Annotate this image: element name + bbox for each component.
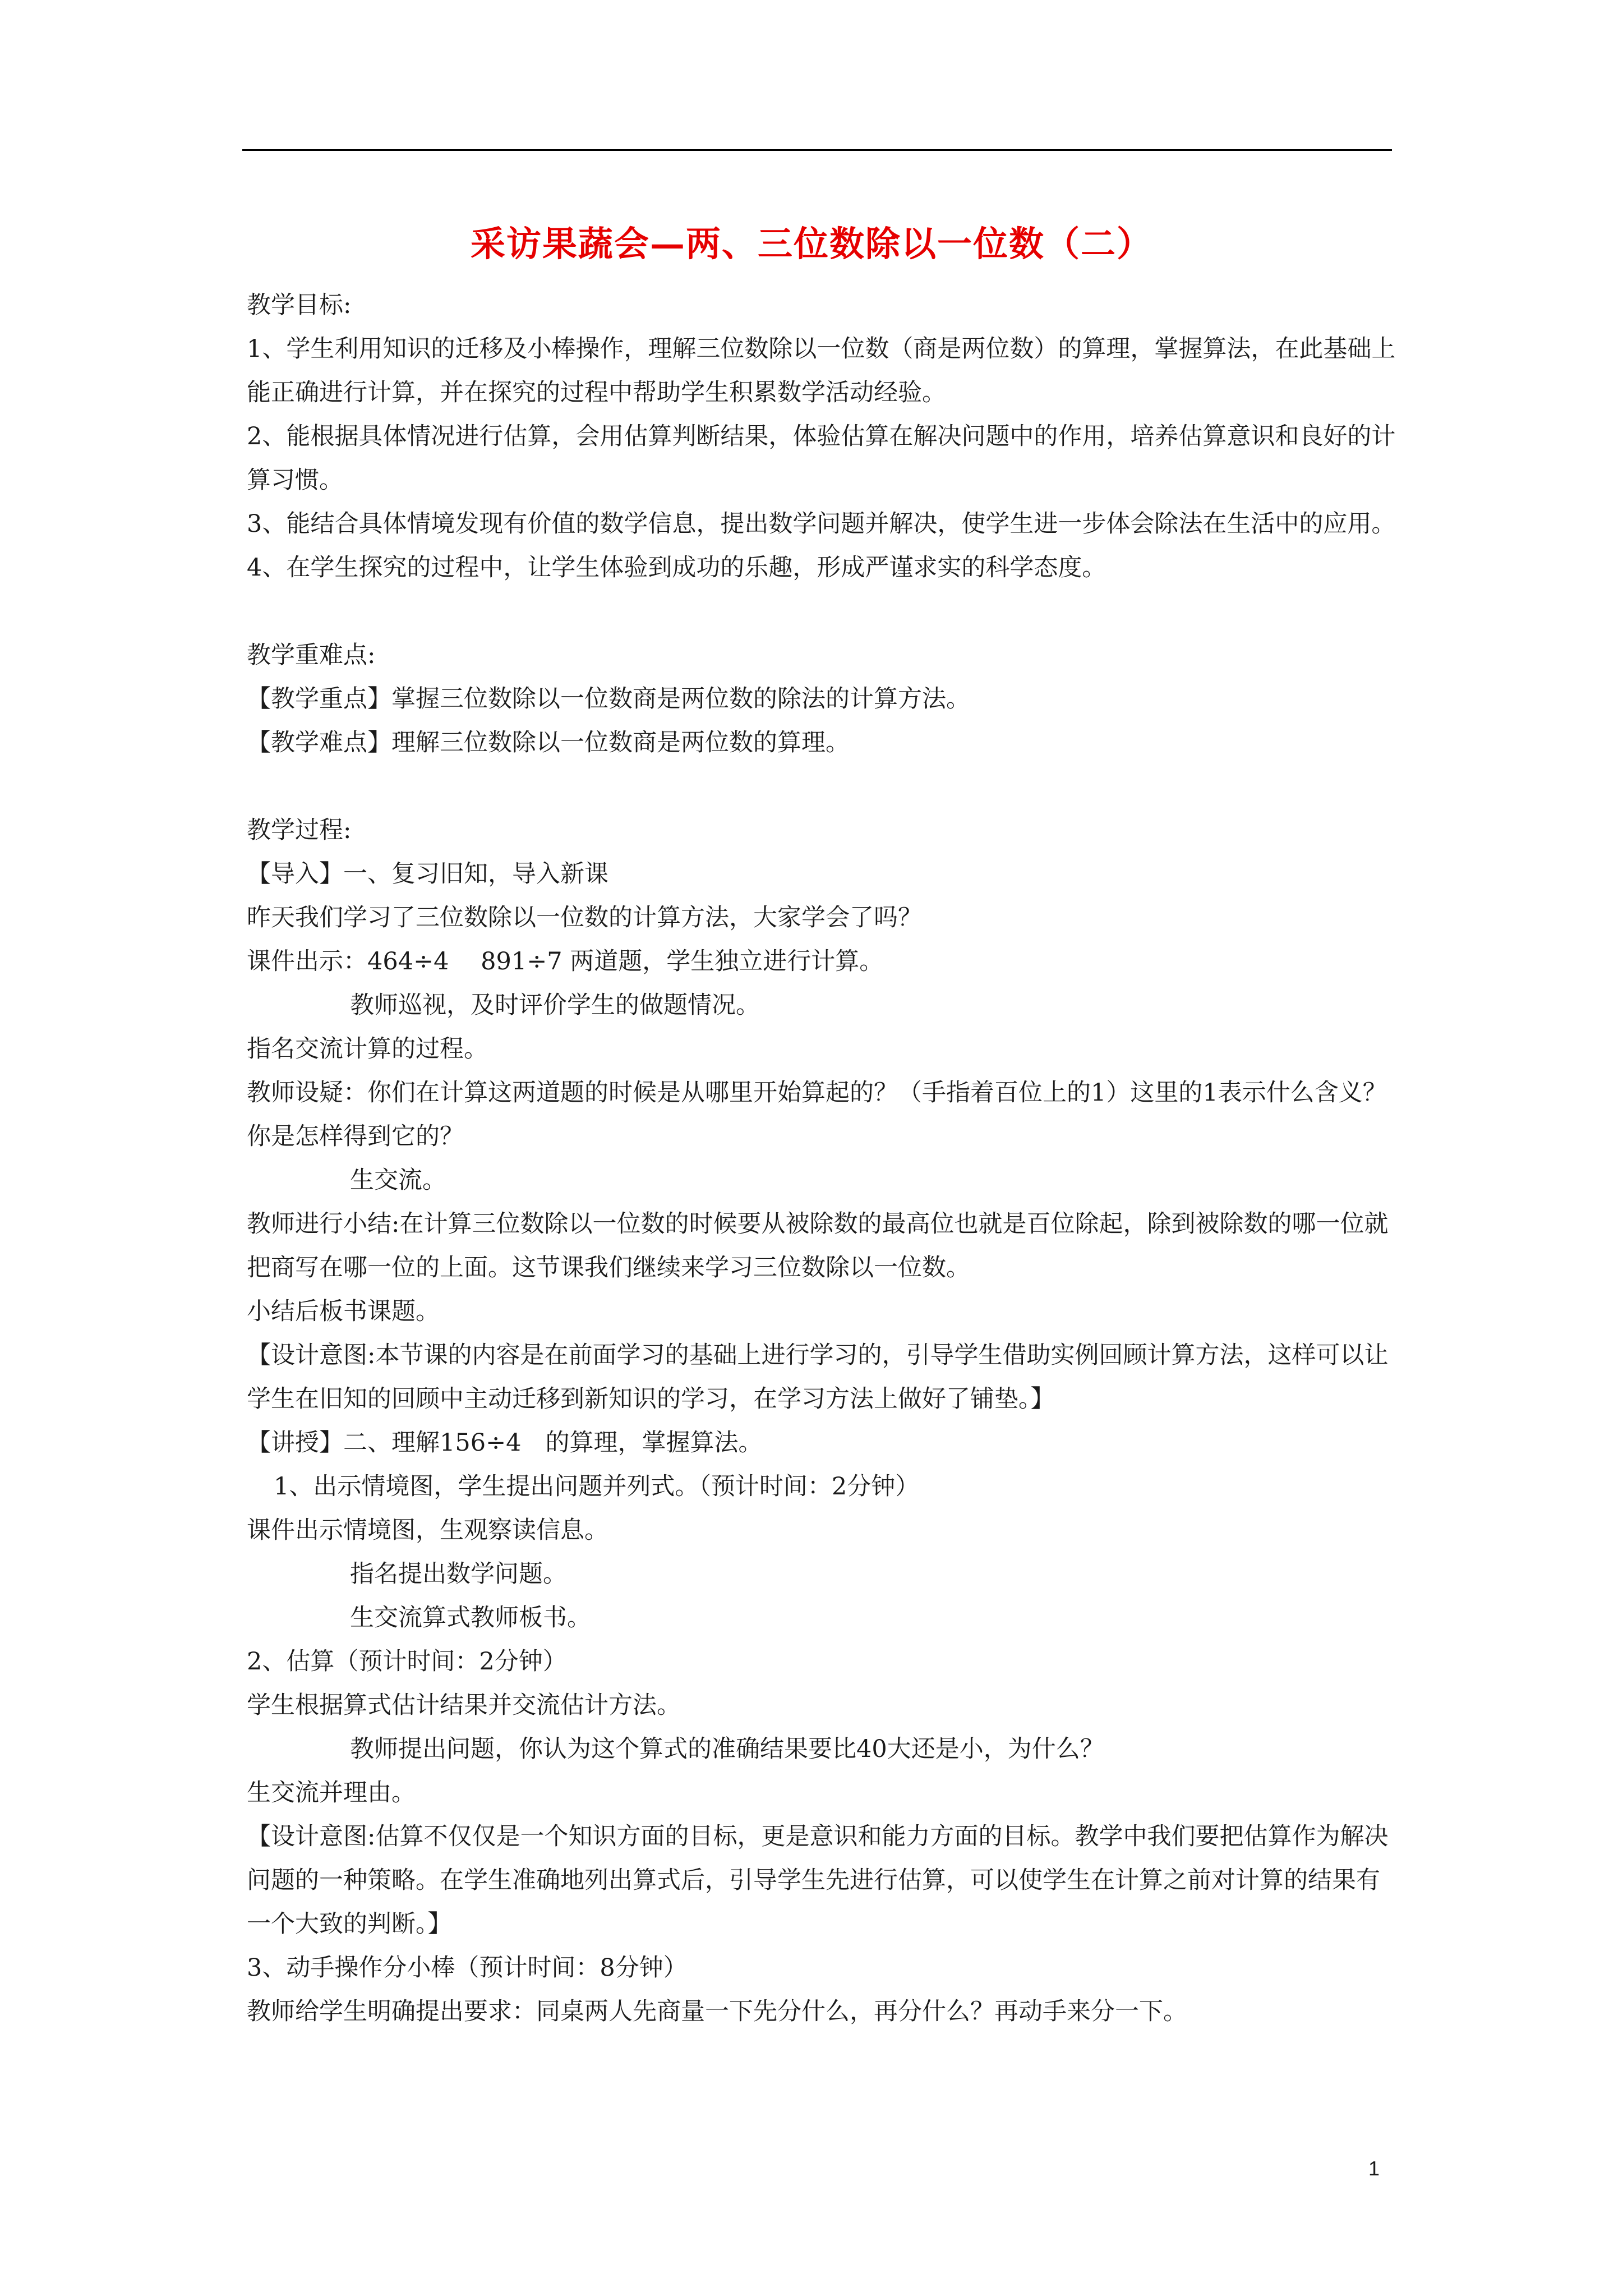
objective-item: 2、能根据具体情况进行估算，会用估算判断结果，体验估算在解决问题中的作用，培养估算意识和良好的计算习惯。 [247,422,1396,494]
process-line: 昨天我们学习了三位数除以一位数的计算方法，大家学会了吗？ [247,904,922,932]
process-line: 教师提出问题，你认为这个算式的准确结果要比40大还是小，为什么？ [350,1735,1104,1763]
process-line: 教师给学生明确提出要求：同桌两人先商量一下先分什么，再分什么？再动手来分一下。 [247,1998,1187,2026]
document-title: 采访果蔬会—两、三位数除以一位数（二） [470,223,1152,264]
process-line: 生交流。 [350,1166,446,1194]
objective-item: 1、学生利用知识的迁移及小棒操作，理解三位数除以一位数（商是两位数）的算理，掌握算法，在此基础上能正确进行计算，并在探究的过程中帮助学生积累数学活动经验。 [247,335,1396,407]
process-heading: 教学过程: [247,816,352,844]
process-line: 3、动手操作分小棒（预计时间：8分钟） [247,1954,688,1982]
process-line: 【导入】一、复习旧知，导入新课 [247,860,608,888]
process-line: 教师设疑：你们在计算这两道题的时候是从哪里开始算起的？（手指着百位上的1）这里的1表示什么含义？你是怎样得到它的？ [247,1079,1387,1151]
document-body [247,283,1396,2033]
process-line: 1、出示情境图，学生提出问题并列式。（预计时间：2分钟） [274,1473,920,1501]
process-line: 指名交流计算的过程。 [247,1035,488,1063]
process-line: 教师进行小结:在计算三位数除以一位数的时候要从被除数的最高位也就是百位除起，除到被除数的哪一位就把商写在哪一位的上面。这节课我们继续来学习三位数除以一位数。 [247,1210,1389,1282]
process-line: 课件出示：464÷4 891÷7 两道题，学生独立进行计算。 [247,947,884,976]
teaching-focus: 【教学重点】掌握三位数除以一位数商是两位数的除法的计算方法。 [247,685,970,713]
teaching-difficulty: 【教学难点】理解三位数除以一位数商是两位数的算理。 [247,729,850,757]
process-line: 教师巡视，及时评价学生的做题情况。 [350,991,760,1019]
process-line: 课件出示情境图，生观察读信息。 [247,1516,608,1544]
design-intent: 【设计意图:本节课的内容是在前面学习的基础上进行学习的，引导学生借助实例回顾计算方法，这样可以让学生在旧知的回顾中主动迁移到新知识的学习，在学习方法上做好了铺垫。】 [247,1341,1389,1413]
process-line: 生交流算式教师板书。 [350,1604,591,1632]
process-line: 生交流并理由。 [247,1779,416,1807]
process-line: 小结后板书课题。 [247,1297,440,1326]
objective-item: 3、能结合具体情境发现有价值的数学信息，提出数学问题并解决，使学生进一步体会除法在生活中的应用。 [247,510,1396,538]
header-rule [242,149,1392,151]
design-intent: 【设计意图:估算不仅仅是一个知识方面的目标，更是意识和能力方面的目标。教学中我们要把估算作为解决问题的一种策略。在学生准确地列出算式后，引导学生先进行估算，可以使学生在计算之前对计算的结果有一个大致的判断。】 [247,1823,1389,1938]
page-number: 1 [1368,2157,1380,2180]
process-line: 指名提出数学问题。 [350,1560,567,1588]
key-points-heading: 教学重难点: [247,641,376,669]
process-line: 【讲授】二、理解156÷4 的算理，掌握算法。 [247,1429,763,1457]
objective-item: 4、在学生探究的过程中，让学生体验到成功的乐趣，形成严谨求实的科学态度。 [247,554,1106,582]
objectives-heading: 教学目标: [247,291,352,319]
process-line: 学生根据算式估计结果并交流估计方法。 [247,1691,681,1719]
process-line: 2、估算（预计时间：2分钟） [247,1648,567,1676]
